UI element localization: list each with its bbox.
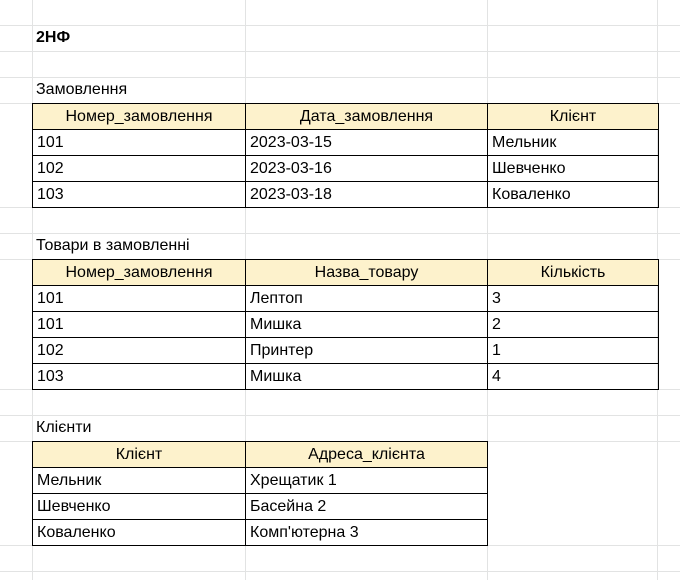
- clients-caption[interactable]: Клієнти: [36, 419, 92, 436]
- order-items-header-cell[interactable]: Номер_замовлення: [33, 260, 246, 286]
- clients-cell[interactable]: Шевченко: [33, 494, 246, 520]
- order-items-cell[interactable]: Мишка: [246, 312, 488, 338]
- orders-row: [33, 130, 659, 156]
- order-items-row: [33, 364, 659, 390]
- order-items-row: [33, 338, 659, 364]
- clients-header-cell[interactable]: Клієнт: [33, 442, 246, 468]
- orders-row: [33, 182, 659, 208]
- sheet-title[interactable]: 2НФ: [36, 29, 71, 46]
- order-items-row: [33, 286, 659, 312]
- order-items-table: [32, 259, 659, 390]
- order-items-header-cell[interactable]: Кількість: [488, 260, 659, 286]
- orders-header-cell[interactable]: Номер_замовлення: [33, 104, 246, 130]
- order-items-cell[interactable]: 102: [33, 338, 246, 364]
- orders-header-cell[interactable]: Дата_замовлення: [246, 104, 488, 130]
- orders-cell[interactable]: Коваленко: [488, 182, 659, 208]
- order-items-cell[interactable]: 4: [488, 364, 659, 390]
- clients-header-cell[interactable]: Адреса_клієнта: [246, 442, 488, 468]
- clients-row: [33, 494, 488, 520]
- clients-header-row: [33, 442, 488, 468]
- clients-cell[interactable]: Комп'ютерна 3: [246, 520, 488, 546]
- clients-cell[interactable]: Мельник: [33, 468, 246, 494]
- row-gridline: [0, 571, 680, 572]
- order-items-header-cell[interactable]: Назва_товару: [246, 260, 488, 286]
- order-items-cell[interactable]: 101: [33, 286, 246, 312]
- orders-cell[interactable]: Шевченко: [488, 156, 659, 182]
- orders-header-cell[interactable]: Клієнт: [488, 104, 659, 130]
- clients-cell[interactable]: Хрещатик 1: [246, 468, 488, 494]
- order-items-cell[interactable]: 2: [488, 312, 659, 338]
- orders-cell[interactable]: Мельник: [488, 130, 659, 156]
- orders-row: [33, 156, 659, 182]
- clients-table: [32, 441, 488, 546]
- orders-caption[interactable]: Замовлення: [36, 81, 128, 98]
- order-items-cell[interactable]: 103: [33, 364, 246, 390]
- order-items-cell[interactable]: 1: [488, 338, 659, 364]
- clients-row: [33, 520, 488, 546]
- orders-header-row: [33, 104, 659, 130]
- order-items-cell[interactable]: Мишка: [246, 364, 488, 390]
- clients-row: [33, 468, 488, 494]
- orders-cell[interactable]: 2023-03-15: [246, 130, 488, 156]
- orders-cell[interactable]: 2023-03-18: [246, 182, 488, 208]
- order-items-header-row: [33, 260, 659, 286]
- orders-cell[interactable]: 103: [33, 182, 246, 208]
- order-items-cell[interactable]: 101: [33, 312, 246, 338]
- orders-cell[interactable]: 101: [33, 130, 246, 156]
- row-gridline: [0, 51, 680, 52]
- order-items-row: [33, 312, 659, 338]
- order-items-caption[interactable]: Товари в замовленні: [36, 237, 190, 254]
- order-items-cell[interactable]: Лептоп: [246, 286, 488, 312]
- orders-cell[interactable]: 2023-03-16: [246, 156, 488, 182]
- order-items-cell[interactable]: Принтер: [246, 338, 488, 364]
- orders-table: [32, 103, 659, 208]
- order-items-cell[interactable]: 3: [488, 286, 659, 312]
- orders-cell[interactable]: 102: [33, 156, 246, 182]
- clients-cell[interactable]: Басейна 2: [246, 494, 488, 520]
- clients-cell[interactable]: Коваленко: [33, 520, 246, 546]
